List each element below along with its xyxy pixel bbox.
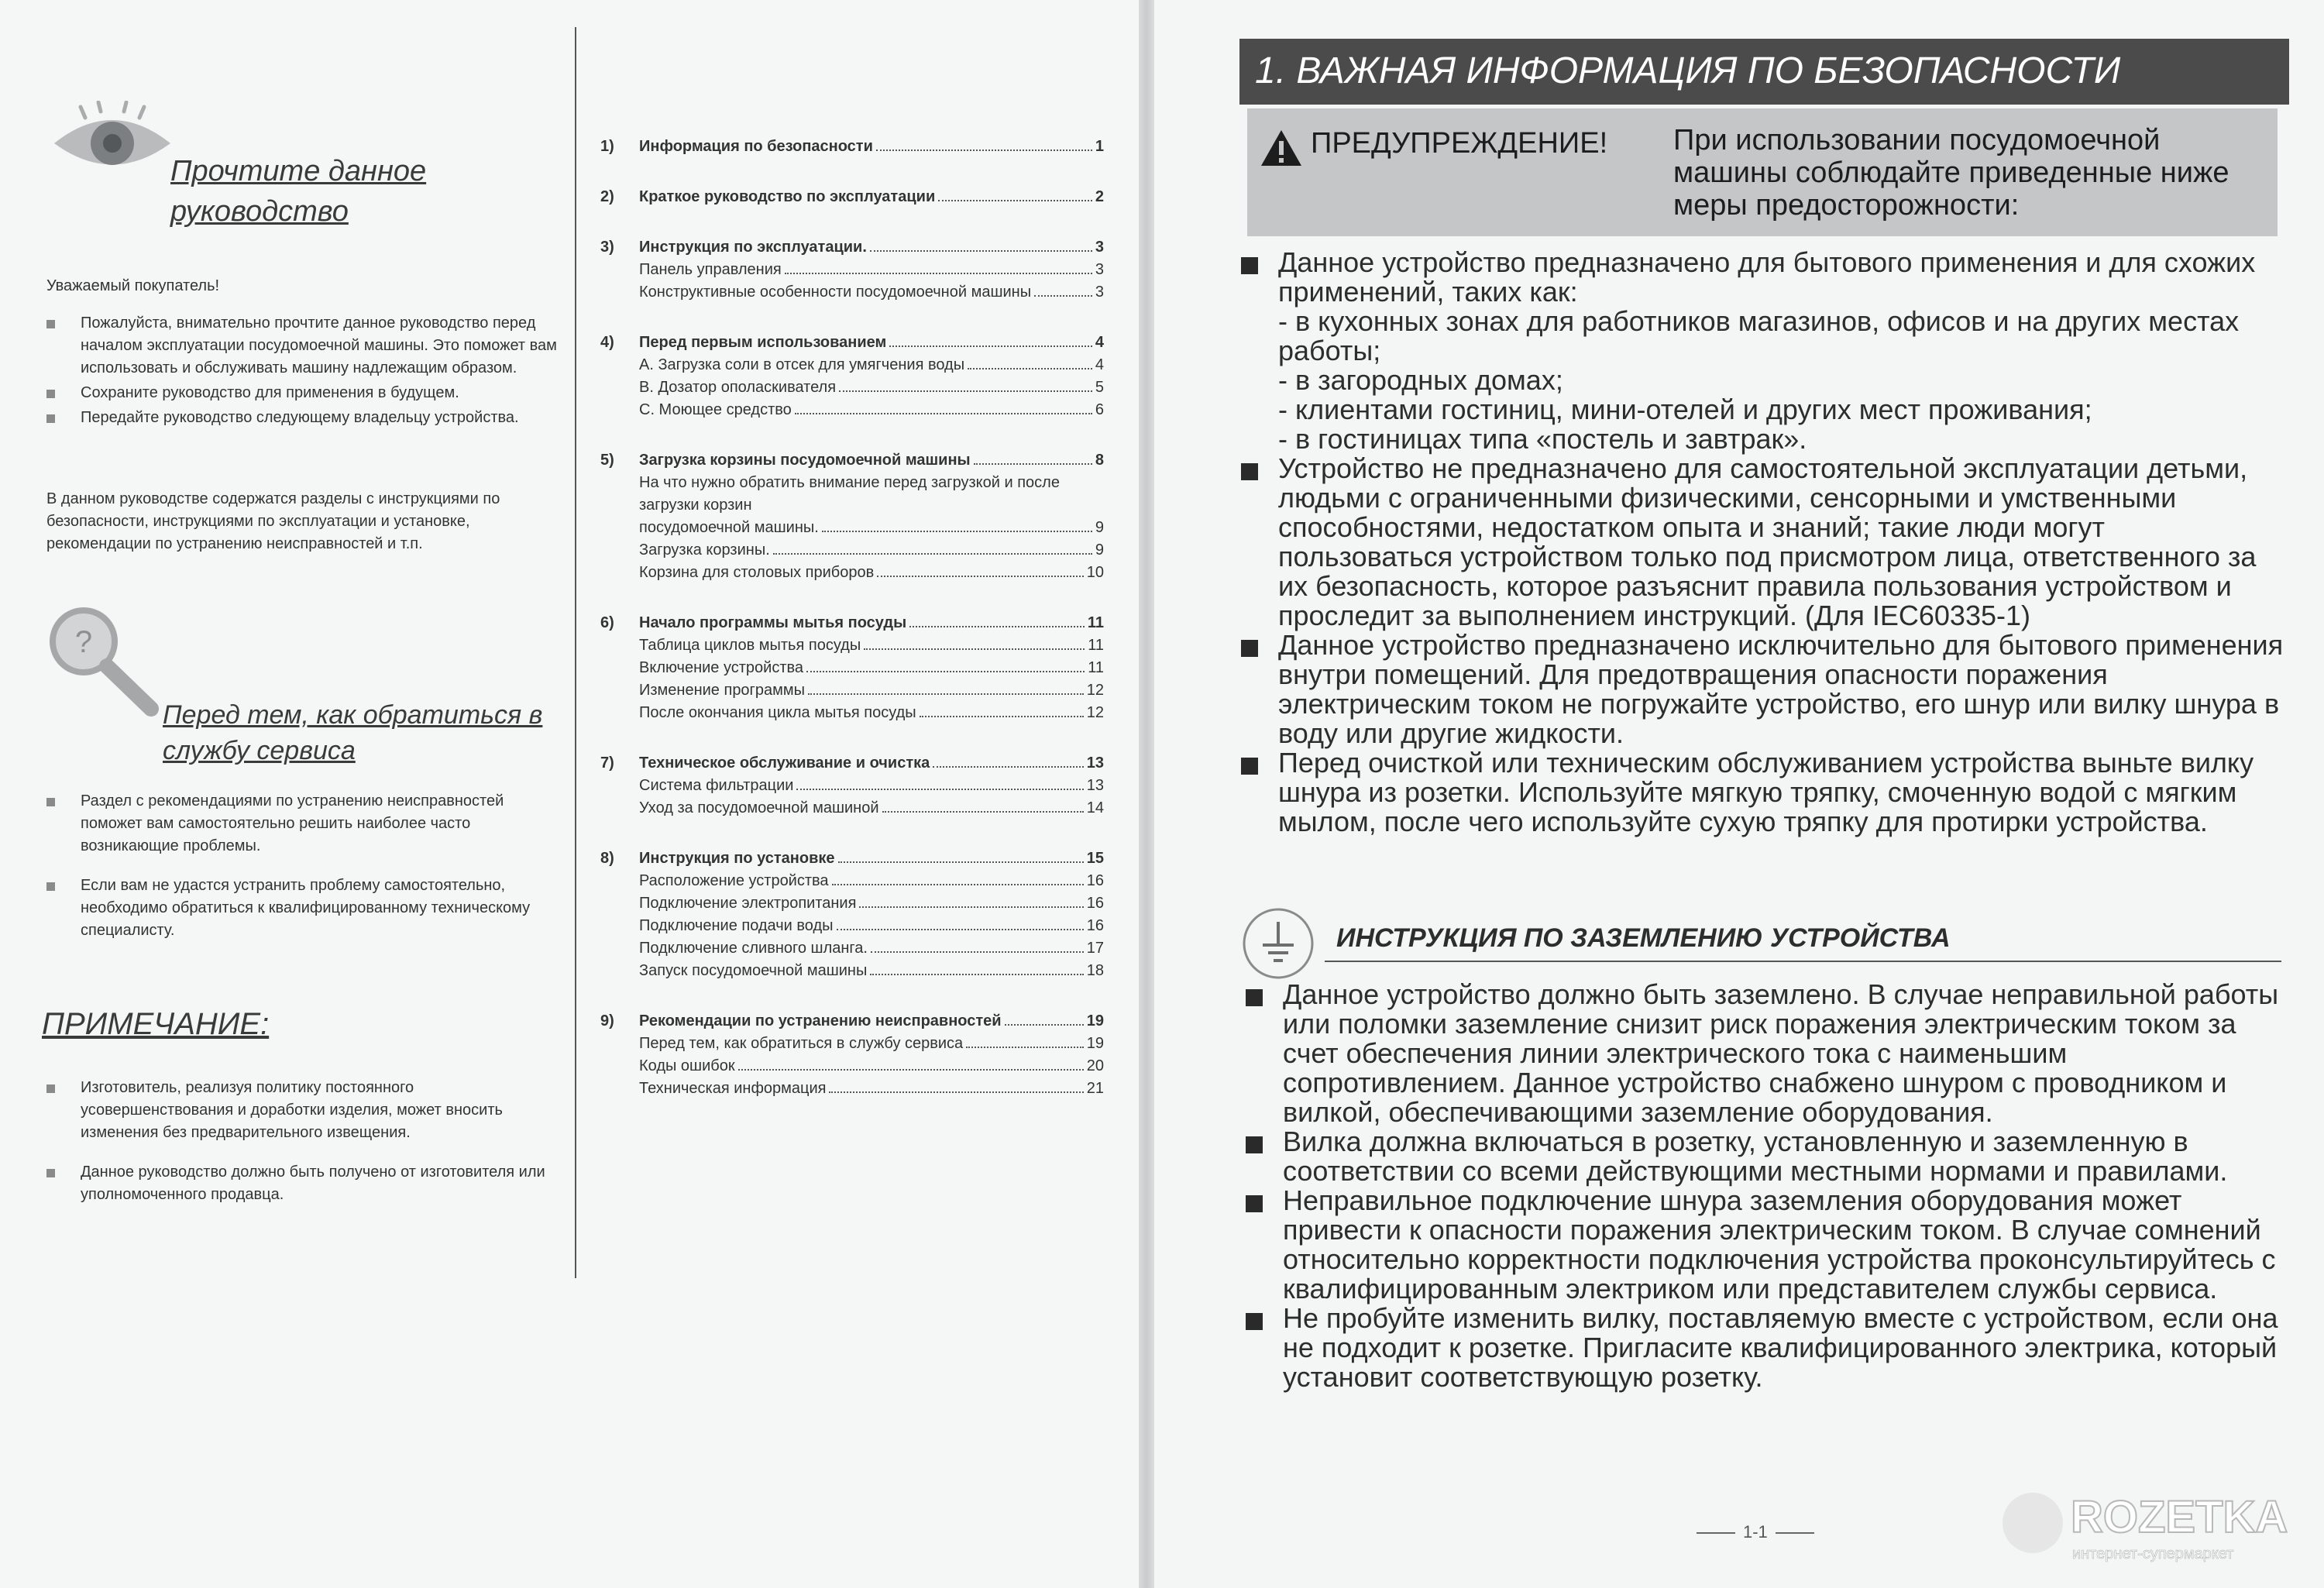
toc-page: 13 bbox=[1086, 754, 1104, 772]
toc-subitem: Изменение программы bbox=[639, 682, 805, 699]
list-item bbox=[1241, 248, 2287, 454]
safety-list bbox=[1241, 248, 2287, 837]
list-line: - в кухонных зонах для работников магазинов, офисов и на других местах работы; bbox=[1278, 305, 2240, 366]
toc-page: 19 bbox=[1086, 1035, 1104, 1052]
toc-number: 5) bbox=[600, 452, 614, 469]
list-item: Вилка должна включаться в розетку, установленную и заземленную в соответствии со всеми действующими местными нормами и правилами. bbox=[1246, 1127, 2288, 1186]
toc-subitem: A. Загрузка соли в отсек для умягчения воды bbox=[639, 356, 965, 373]
toc-number: 7) bbox=[600, 754, 614, 772]
list-line: - в загородных домах; bbox=[1278, 364, 1563, 396]
left-page bbox=[0, 0, 1139, 1588]
list-item: Не пробуйте изменить вилку, поставляемую вместе с устройством, если она не подходит к розетке. Пригласите квалифицированного электрика, который установит соответствующую розетку. bbox=[1246, 1304, 2288, 1392]
list-line: Данное устройство предназначено для бытового применения и для схожих применений, таких как: bbox=[1278, 246, 2256, 308]
toc-number: 3) bbox=[600, 239, 614, 256]
toc-page: 12 bbox=[1086, 682, 1104, 699]
warning-box bbox=[1247, 108, 2278, 236]
magnifier-icon bbox=[46, 604, 163, 720]
table-of-contents bbox=[600, 136, 1104, 1128]
toc-subitem: Конструктивные особенности посудомоечной машины bbox=[639, 284, 1032, 301]
toc-page: 16 bbox=[1086, 917, 1104, 934]
rozetka-watermark bbox=[2003, 1491, 2320, 1569]
toc-page: 14 bbox=[1086, 799, 1104, 816]
toc-subitem: Система фильтрации bbox=[639, 777, 794, 794]
list-item: Данное устройство предназначено исключительно для бытового применения внутри помещений. Для предотвращения опасности поражения электрическим током не погружайте устройство, его шнур или вилку шнура в воду или другие жидкости. bbox=[1241, 631, 2287, 748]
toc-subitem: B. Дозатор ополаскивателя bbox=[639, 379, 837, 396]
toc-subitem: Подключение подачи воды bbox=[639, 917, 834, 934]
book-spine bbox=[1139, 0, 1154, 1588]
list-item: Неправильное подключение шнура заземления оборудования может привести к опасности поражения электрическим током. В случае сомнений относительно корректности подключения устройства проконсультируйтесь с квалифицированным электриком или представителем службы сервиса. bbox=[1246, 1186, 2288, 1304]
toc-page: 11 bbox=[1087, 614, 1104, 631]
toc-subitem: После окончания цикла мытья посуды bbox=[639, 704, 916, 721]
toc-section bbox=[600, 236, 1104, 304]
toc-number: 8) bbox=[600, 850, 614, 867]
toc-number: 1) bbox=[600, 138, 614, 155]
svg-text:?: ? bbox=[74, 625, 93, 659]
toc-page: 17 bbox=[1086, 940, 1104, 957]
section-title: 1. ВАЖНАЯ ИНФОРМАЦИЯ ПО БЕЗОПАСНОСТИ bbox=[1255, 50, 2121, 91]
toc-page: 18 bbox=[1086, 962, 1104, 979]
eye-icon bbox=[46, 101, 178, 178]
toc-subitem: Загрузка корзины. bbox=[639, 541, 770, 559]
toc-section bbox=[600, 752, 1104, 820]
toc-title: Загрузка корзины посудомоечной машины bbox=[639, 452, 971, 469]
rozetka-logo-icon bbox=[2003, 1493, 2063, 1553]
ground-icon bbox=[1239, 905, 1317, 982]
toc-title: Информация по безопасности bbox=[639, 138, 873, 155]
toc-section bbox=[600, 186, 1104, 208]
toc-number: 2) bbox=[600, 188, 614, 205]
brand-tagline: интернет-супермаркет bbox=[2072, 1545, 2234, 1562]
toc-title: Техническое обслуживание и очистка bbox=[639, 754, 930, 772]
list-line: - клиентами гостиниц, мини-отелей и других мест проживания; bbox=[1278, 394, 2092, 425]
toc-page: 13 bbox=[1086, 777, 1104, 794]
toc-page: 10 bbox=[1086, 564, 1104, 581]
list-item: Пожалуйста, внимательно прочтите данное руководство перед началом эксплуатации посудомоечной машины. Это поможет вам использовать и обслуживать машину надлежащим образом. bbox=[46, 312, 558, 380]
toc-page: 3 bbox=[1095, 239, 1104, 256]
toc-section bbox=[600, 1010, 1104, 1100]
toc-page: 2 bbox=[1095, 188, 1104, 205]
greeting: Уважаемый покупатель! bbox=[46, 277, 220, 294]
list-item: Изготовитель, реализуя политику постоянного усовершенствования и доработки изделия, может вносить изменения без предварительного извещения. bbox=[46, 1077, 558, 1144]
list-item: Перед очисткой или техническим обслуживанием устройства выньте вилку шнура из розетки. Используйте мягкую тряпку, смоченную водой с мягким мылом, после чего используйте сухую тряпку для протирки устройства. bbox=[1241, 748, 2287, 837]
toc-subitem: Техническая информация bbox=[639, 1080, 827, 1097]
section-title-bar bbox=[1239, 39, 2289, 105]
grounding-rule bbox=[1325, 961, 2281, 962]
toc-page: 15 bbox=[1086, 850, 1104, 867]
list-line: - в гостиницах типа «постель и завтрак». bbox=[1278, 423, 1807, 455]
toc-number: 9) bbox=[600, 1012, 614, 1029]
toc-subitem: Корзина для столовых приборов bbox=[639, 564, 875, 581]
list-item: Передайте руководство следующему владельцу устройства. bbox=[46, 407, 558, 429]
grounding-title: ИНСТРУКЦИЯ ПО ЗАЗЕМЛЕНИЮ УСТРОЙСТВА bbox=[1336, 923, 1951, 953]
toc-title: Рекомендации по устранению неисправностей bbox=[639, 1012, 1002, 1029]
list-item: Данное руководство должно быть получено от изготовителя или уполномоченного продавца. bbox=[46, 1161, 558, 1206]
toc-page: 20 bbox=[1086, 1057, 1104, 1074]
toc-title: Инструкция по установке bbox=[639, 850, 835, 867]
toc-page: 11 bbox=[1088, 659, 1104, 676]
toc-section bbox=[600, 847, 1104, 982]
toc-section bbox=[600, 136, 1104, 158]
toc-subitem: Подключение электропитания bbox=[639, 895, 857, 912]
list-item: Данное устройство должно быть заземлено. В случае неправильной работы или поломки заземление снизит риск поражения электрическим током за счет обеспечения линии электрического тока с наименьшим сопротивлением. Данное устройство снабжено шнуром с проводником и вилкой, обеспечивающими заземление оборудования. bbox=[1246, 980, 2288, 1127]
warning-icon bbox=[1260, 129, 1303, 167]
grounding-list bbox=[1246, 980, 2288, 1392]
toc-page: 19 bbox=[1086, 1012, 1104, 1029]
toc-section bbox=[600, 612, 1104, 724]
note-heading: ПРИМЕЧАНИЕ: bbox=[42, 1007, 270, 1041]
toc-subitem: Перед тем, как обратиться в службу сервиса bbox=[639, 1035, 964, 1052]
read-manual-heading: Прочтите данное руководство bbox=[170, 155, 427, 228]
toc-number: 4) bbox=[600, 334, 614, 351]
toc-subitem: Запуск посудомоечной машины bbox=[639, 962, 868, 979]
toc-subitem: Расположение устройства bbox=[639, 872, 829, 889]
toc-page: 4 bbox=[1095, 356, 1104, 373]
toc-section bbox=[600, 332, 1104, 421]
toc-page: 4 bbox=[1095, 334, 1104, 351]
toc-subitem: C. Моющее средство bbox=[639, 401, 792, 418]
list-item: Сохраните руководство для применения в будущем. bbox=[46, 382, 558, 404]
toc-title: Начало программы мытья посуды bbox=[639, 614, 907, 631]
warning-text: При использовании посудомоечной машины соблюдайте приведенные ниже меры предосторожности: bbox=[1673, 124, 2229, 222]
toc-page: 11 bbox=[1088, 637, 1104, 654]
toc-page: 5 bbox=[1095, 379, 1104, 396]
toc-subitem: Таблица циклов мытья посуды bbox=[639, 637, 861, 654]
toc-page: 8 bbox=[1095, 452, 1104, 469]
page-number: 1-1 bbox=[1689, 1522, 1822, 1542]
list-item: Устройство не предназначено для самостоятельной эксплуатации детьми, людьми с ограниченными физическими, сенсорными и умственными способностями, недостатком опыта и знаний; такие люди могут пользоваться устройством только под присмотром лица, ответственного за их безопасность, которое разъяснит правила пользования устройством и проследит за выполнением инструкций. (Для IEC60335-1) bbox=[1241, 454, 2287, 631]
toc-page: 21 bbox=[1086, 1080, 1104, 1097]
toc-page: 6 bbox=[1095, 401, 1104, 418]
toc-page: 16 bbox=[1086, 872, 1104, 889]
column-divider bbox=[575, 27, 576, 1278]
toc-page: 1 bbox=[1095, 138, 1104, 155]
list-item: Раздел с рекомендациями по устранению неисправностей поможет вам самостоятельно решить наиболее часто возникающие проблемы. bbox=[46, 790, 558, 858]
toc-page: 16 bbox=[1086, 895, 1104, 912]
brand-name: ROZETKA bbox=[2071, 1492, 2288, 1542]
toc-subitem: Уход за посудомоечной машиной bbox=[639, 799, 879, 816]
toc-subitem-note: На что нужно обратить внимание перед загрузкой и после загрузки корзин bbox=[639, 474, 1060, 514]
right-page bbox=[1154, 0, 2324, 1588]
toc-page: 12 bbox=[1086, 704, 1104, 721]
toc-subitem: посудомоечной машины. bbox=[639, 519, 819, 536]
intro-list bbox=[46, 312, 558, 431]
toc-page: 9 bbox=[1095, 519, 1104, 536]
toc-subitem: Коды ошибок bbox=[639, 1057, 735, 1074]
toc-subitem: Подключение сливного шланга. bbox=[639, 940, 868, 957]
list-item: Если вам не удастся устранить проблему самостоятельно, необходимо обратиться к квалифицированному техническому специалисту. bbox=[46, 875, 558, 942]
toc-number: 6) bbox=[600, 614, 614, 631]
service-heading: Перед тем, как обратиться в службу сервиса bbox=[163, 700, 543, 765]
toc-subitem: Включение устройства bbox=[639, 659, 804, 676]
toc-page: 3 bbox=[1095, 261, 1104, 278]
toc-section bbox=[600, 449, 1104, 584]
service-list bbox=[46, 790, 558, 959]
intro-paragraph: В данном руководстве содержатся разделы с инструкциями по безопасности, инструкциями по эксплуатации и установке, рекомендации по устранению неисправностей и т.п. bbox=[46, 490, 500, 552]
toc-title: Инструкция по эксплуатации. bbox=[639, 239, 867, 256]
toc-subitem: Панель управления bbox=[639, 261, 782, 278]
note-list bbox=[46, 1077, 558, 1223]
toc-title: Перед первым использованием bbox=[639, 334, 887, 351]
toc-page: 9 bbox=[1095, 541, 1104, 559]
toc-page: 3 bbox=[1095, 284, 1104, 301]
warning-label: ПРЕДУПРЕЖДЕНИЕ! bbox=[1311, 127, 1608, 160]
toc-title: Краткое руководство по эксплуатации bbox=[639, 188, 936, 205]
